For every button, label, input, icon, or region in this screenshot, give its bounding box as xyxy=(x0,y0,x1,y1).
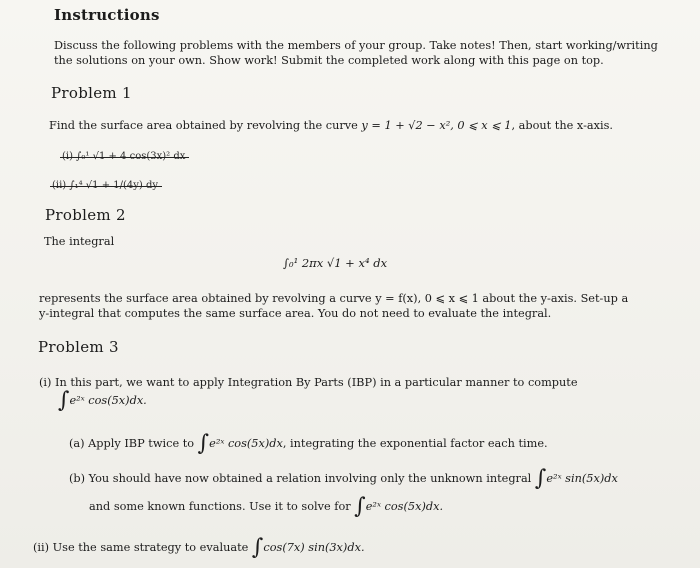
problem-2-line-2: y-integral that computes the same surface area. You do not need to evaluate the integral. xyxy=(39,307,552,320)
integral-sign-icon: ∫ xyxy=(58,388,70,413)
part-a-pre: (a) Apply IBP twice to xyxy=(69,437,198,450)
problem-2-intro: The integral xyxy=(44,235,115,248)
problem-3-part-i-integral xyxy=(58,390,147,412)
part-ii-integral: cos(7x) sin(3x)dx. xyxy=(263,541,365,554)
problem-3-part-ii xyxy=(33,537,365,559)
problem-1-statement-pre: Find the surface area obtained by revolving the curve xyxy=(49,119,362,132)
instructions-line-1: Discuss the following problems with the members of your group. Take notes! Then, start working/writing xyxy=(54,39,658,52)
problem-3-part-b-line-2 xyxy=(89,496,443,518)
struck-expression-ii: (ii) ∫₁⁴ √1 + 1/(4y) dy xyxy=(52,180,159,191)
part-b-pre: (b) You should have now obtained a relation involving only the unknown integral xyxy=(69,472,535,485)
part-b-line2-pre: and some known functions. Use it to solve for xyxy=(89,500,355,513)
part-a-post: , integrating the exponential factor each time. xyxy=(282,437,548,450)
problem-1-struck-option-ii xyxy=(52,173,158,192)
problem-3-part-b-line-1 xyxy=(69,468,618,490)
part-ii-pre: (ii) Use the same strategy to evaluate xyxy=(33,541,252,554)
instructions-line-2: the solutions on your own. Show work! Submit the completed work along with this page on top. xyxy=(54,54,604,67)
instructions-heading: Instructions xyxy=(54,6,160,24)
problem-2-line-1: represents the surface area obtained by revolving a curve y = f(x), 0 ⩽ x ⩽ 1 about the y-axis. Set-up a xyxy=(39,292,629,305)
integral-sign-icon: ∫ xyxy=(251,535,264,560)
problem-3-title: Problem 3 xyxy=(38,338,119,356)
part-a-integral: e²ˣ cos(5x)dx xyxy=(209,437,283,450)
integral-sign-icon: ∫ xyxy=(534,466,547,491)
problem-1-statement-post: , about the x-axis. xyxy=(511,119,613,132)
problem-3-part-a xyxy=(69,433,548,455)
problem-2-title: Problem 2 xyxy=(45,206,126,224)
problem-1-struck-option-i xyxy=(62,144,185,163)
part-i-integrand: e²ˣ cos(5x)dx. xyxy=(69,394,147,407)
problem-2-integral: ∫₀¹ 2πx √1 + x⁴ dx xyxy=(283,256,388,270)
problem-3-part-i-line-1: (i) In this part, we want to apply Integration By Parts (IBP) in a particular manner to compute xyxy=(39,376,578,389)
problem-1-title: Problem 1 xyxy=(51,84,132,102)
part-b-line2-integral: e²ˣ cos(5x)dx. xyxy=(365,500,444,513)
problem-1-statement xyxy=(49,118,613,133)
integral-sign-icon: ∫ xyxy=(197,431,210,456)
problem-1-curve: y = 1 + √2 − x², 0 ⩽ x ⩽ 1 xyxy=(361,119,512,132)
integral-sign-icon: ∫ xyxy=(354,494,366,519)
struck-expression-i: (i) ∫₀¹ √1 + 4 cos(3x)² dx xyxy=(62,151,186,162)
part-b-integral: e²ˣ sin(5x)dx xyxy=(546,472,618,485)
